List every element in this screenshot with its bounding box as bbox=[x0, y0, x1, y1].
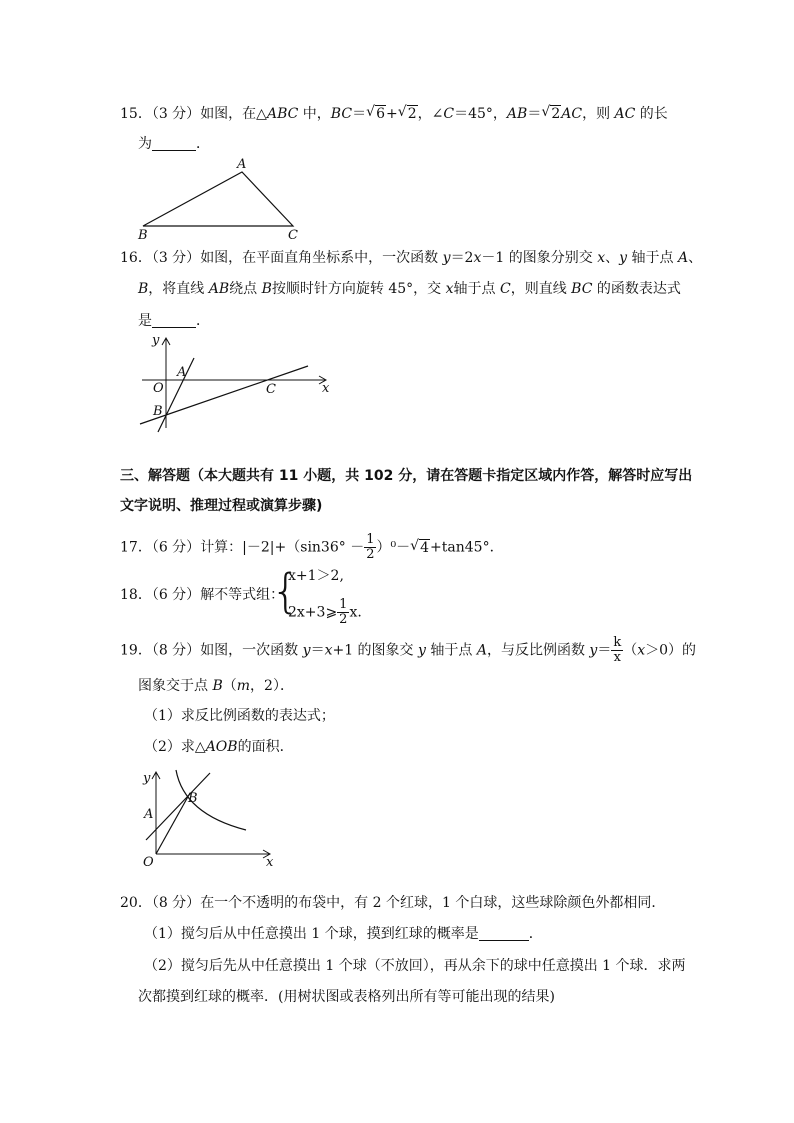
q15-text: 中， bbox=[298, 106, 331, 122]
q20-text: ． bbox=[528, 926, 543, 942]
q16-var: B bbox=[138, 281, 149, 297]
q15-var: C bbox=[443, 106, 455, 122]
q20-sub1 bbox=[144, 924, 543, 944]
section-3-heading: 三、解答题（本大题共有 11 小题，共 102 分，请在答题卡指定区域内作答，解答时应写出 bbox=[120, 468, 693, 484]
q16-text: 是 bbox=[138, 313, 152, 329]
q17-number: 17． bbox=[120, 539, 152, 556]
q16-text: 绕点 bbox=[229, 281, 262, 297]
sqrt-6 bbox=[366, 104, 386, 124]
q16-text: ，则直线 bbox=[510, 281, 572, 297]
q20-score: （8 分） bbox=[151, 895, 201, 911]
q16-text: －1 的图象分别交 bbox=[481, 250, 598, 266]
q16-text: ＝2 bbox=[450, 250, 474, 266]
q16-var: B bbox=[261, 281, 272, 297]
q18-text: 2x+3⩾ bbox=[288, 604, 338, 621]
q16-text: 轴于点 bbox=[453, 281, 500, 297]
fraction-numerator: 1 bbox=[366, 532, 375, 547]
q16-text: 、 bbox=[605, 250, 620, 266]
q15-text: + bbox=[385, 106, 398, 122]
q15-text: 为 bbox=[138, 136, 152, 152]
sqrt-2 bbox=[398, 104, 418, 124]
q19-line1 bbox=[120, 636, 696, 665]
q19-var: x bbox=[637, 642, 646, 659]
q19-text: ＝ bbox=[597, 642, 612, 659]
q19-var: y bbox=[302, 642, 311, 659]
q20-number: 20． bbox=[120, 895, 152, 911]
q15-score: （3 分） bbox=[151, 106, 201, 122]
q16-var: y bbox=[619, 250, 628, 266]
q15-line1 bbox=[120, 104, 668, 124]
q15-text: ＝ bbox=[527, 106, 542, 122]
label-B: B bbox=[138, 228, 148, 243]
sqrt-4 bbox=[410, 538, 430, 558]
q19-text: 图象交于点 bbox=[138, 678, 213, 694]
q16-text: ． bbox=[196, 313, 210, 329]
q17-text: 计算：|－2|+（sin36° － bbox=[200, 539, 365, 556]
q20-text: 在一个不透明的布袋中，有 2 个红球，1 个白球，这些球除颜色外都相同． bbox=[200, 895, 666, 911]
q18-text: x. bbox=[349, 604, 362, 621]
q19-var: B bbox=[212, 678, 223, 694]
q18-inequality-1: x+1＞2, bbox=[288, 568, 344, 584]
q16-text: 按顺时针方向旋转 45°，交 bbox=[271, 281, 446, 297]
q15-var: AC bbox=[614, 106, 636, 122]
q19-text: ＝ bbox=[310, 642, 325, 659]
q19-var: m bbox=[236, 678, 251, 694]
q19-text: ，2）． bbox=[250, 678, 294, 694]
q18-inequality-2 bbox=[288, 598, 362, 627]
label-O: O bbox=[153, 381, 164, 396]
q19-var: y bbox=[589, 642, 598, 659]
q16-line1 bbox=[120, 248, 702, 268]
label-B: B bbox=[188, 791, 198, 806]
q15-var: AB bbox=[506, 106, 528, 122]
q16-number: 16． bbox=[120, 250, 152, 266]
q15-text: ，∠ bbox=[417, 106, 444, 122]
label-C: C bbox=[266, 382, 276, 397]
label-A: A bbox=[144, 807, 154, 822]
q19-text: ，与反比例函数 bbox=[486, 642, 590, 659]
q18-score: （6 分） bbox=[151, 587, 201, 603]
q16-coordinate-figure bbox=[136, 332, 336, 432]
fraction-denominator: x bbox=[613, 650, 621, 665]
fraction-denominator: 2 bbox=[339, 612, 348, 627]
q16-var: C bbox=[499, 281, 511, 297]
q19-text: （2）求△ bbox=[144, 739, 206, 755]
label-C: C bbox=[288, 228, 298, 243]
q15-var: AC bbox=[561, 106, 583, 122]
q16-var: A bbox=[677, 250, 689, 266]
q16-line2 bbox=[138, 279, 681, 299]
fraction-numerator: k bbox=[613, 635, 622, 650]
q19-line2 bbox=[138, 676, 294, 696]
q15-text: ． bbox=[196, 136, 210, 152]
q16-var: y bbox=[442, 250, 451, 266]
q16-line3 bbox=[138, 311, 210, 331]
q19-text: 的面积． bbox=[237, 739, 294, 755]
q17-line bbox=[120, 533, 504, 562]
q15-text: 如图，在△ bbox=[200, 106, 267, 122]
q19-text: （ bbox=[222, 678, 237, 694]
q19-var: AOB bbox=[205, 739, 238, 755]
q16-var: AB bbox=[208, 281, 230, 297]
q19-coordinate-figure bbox=[138, 768, 288, 872]
q15-text: ，则 bbox=[582, 106, 615, 122]
triangle-abc bbox=[143, 172, 293, 226]
answer-blank[interactable] bbox=[479, 926, 529, 941]
label-y: y bbox=[143, 771, 151, 786]
line-bc bbox=[140, 366, 308, 424]
q15-line2 bbox=[138, 134, 210, 154]
q16-text: 如图，在平面直角坐标系中，一次函数 bbox=[200, 250, 443, 266]
q18-line bbox=[120, 585, 284, 605]
sqrt-radicand: 4 bbox=[420, 539, 430, 556]
fraction-half bbox=[337, 598, 349, 627]
sqrt-radicand: 6 bbox=[376, 106, 385, 122]
answer-blank[interactable] bbox=[152, 313, 196, 328]
q16-var: BC bbox=[571, 281, 593, 297]
q20-line1 bbox=[120, 893, 665, 913]
q19-score: （8 分） bbox=[151, 642, 201, 659]
q19-text: ＞0）的 bbox=[645, 642, 697, 659]
q16-text: 的函数表达式 bbox=[592, 281, 681, 297]
q19-text: 如图，一次函数 bbox=[200, 642, 303, 659]
q16-score: （3 分） bbox=[151, 250, 201, 266]
sqrt-radicand: 2 bbox=[551, 106, 561, 122]
q19-sub2 bbox=[144, 737, 294, 757]
q16-text: ，将直线 bbox=[148, 281, 209, 297]
q16-text: 、 bbox=[688, 250, 703, 266]
q19-text: +1 的图象交 bbox=[332, 642, 419, 659]
answer-blank[interactable] bbox=[152, 136, 196, 151]
fraction-half bbox=[364, 533, 376, 562]
label-A: A bbox=[177, 365, 187, 380]
q19-var: A bbox=[476, 642, 487, 659]
q15-number: 15． bbox=[120, 106, 152, 122]
q15-triangle-figure bbox=[136, 158, 306, 242]
label-O: O bbox=[143, 855, 154, 870]
q15-var: ABC bbox=[266, 106, 299, 122]
q16-var: x bbox=[597, 250, 606, 266]
q17-text: ）⁰－ bbox=[376, 539, 411, 556]
label-x: x bbox=[322, 381, 330, 396]
fraction-k-over-x bbox=[611, 636, 623, 665]
q19-sub1: （1）求反比例函数的表达式； bbox=[144, 708, 335, 724]
q18-text: 解不等式组： bbox=[200, 587, 285, 603]
sqrt-radicand: 2 bbox=[407, 106, 417, 122]
q20-text: （1）搅匀后从中任意摸出 1 个球，摸到红球的概率是 bbox=[144, 926, 479, 942]
q15-text: ＝ bbox=[352, 106, 367, 122]
q17-text: +tan45°． bbox=[430, 539, 504, 556]
q15-text: 的长 bbox=[635, 106, 668, 122]
q16-var: x bbox=[445, 281, 454, 297]
system-brace: { bbox=[271, 564, 301, 618]
label-B: B bbox=[153, 404, 163, 419]
label-y: y bbox=[152, 333, 160, 348]
q16-text: 轴于点 bbox=[627, 250, 678, 266]
label-A: A bbox=[237, 157, 247, 172]
q19-var: x bbox=[324, 642, 333, 659]
q19-text: 轴于点 bbox=[425, 642, 477, 659]
q15-var: BC bbox=[330, 106, 353, 122]
fraction-numerator: 1 bbox=[339, 597, 348, 612]
q19-text: （ bbox=[623, 642, 638, 659]
label-x: x bbox=[266, 855, 274, 870]
q16-var: x bbox=[473, 250, 482, 266]
q19-number: 19． bbox=[120, 642, 152, 659]
q15-text: ＝45°， bbox=[454, 106, 507, 122]
sqrt-2 bbox=[541, 104, 561, 124]
section-3-heading-cont: 文字说明、推理过程或演算步骤) bbox=[120, 498, 323, 514]
q17-score: （6 分） bbox=[151, 539, 201, 556]
fraction-denominator: 2 bbox=[366, 547, 375, 562]
q20-sub2-line1: （2）搅匀后先从中任意摸出 1 个球（不放回），再从余下的球中任意摸出 1 个球．求两 bbox=[144, 958, 686, 974]
q18-number: 18． bbox=[120, 587, 152, 603]
q20-sub2-line2: 次都摸到红球的概率．(用树状图或表格列出所有等可能出现的结果) bbox=[138, 989, 555, 1005]
q19-var: y bbox=[418, 642, 426, 659]
